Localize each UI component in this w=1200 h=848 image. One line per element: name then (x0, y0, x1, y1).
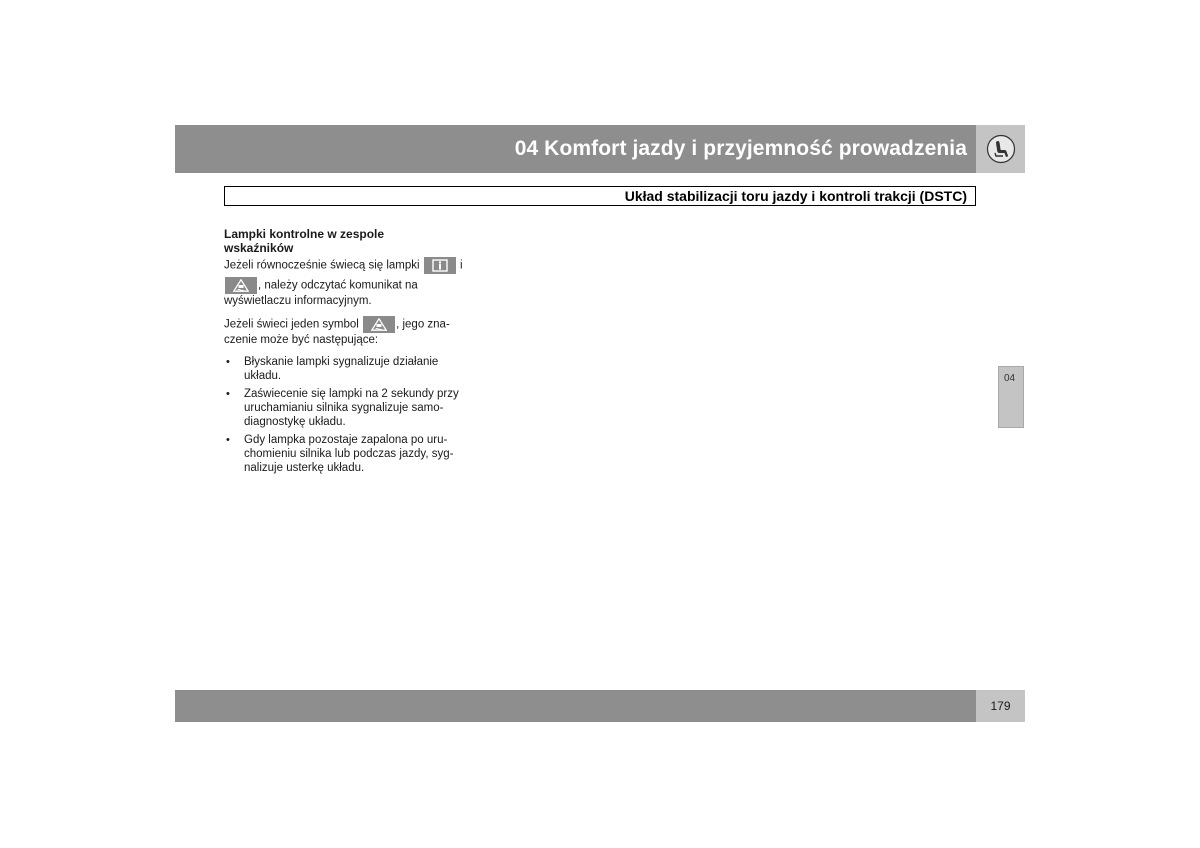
list-item-line: układu. (244, 370, 282, 382)
heading-line: wskaźników (224, 241, 294, 255)
paragraph-line (224, 316, 464, 333)
footer-bar (175, 690, 976, 722)
section-title: Układ stabilizacji toru jazdy i kontroli trakcji (DSTC) (624, 188, 967, 204)
skid-warning-icon (225, 277, 257, 294)
list-item-line: Gdy lampka pozostaje zapalona po uru- (244, 434, 448, 446)
paragraph-line: czenie może być następujące: (224, 334, 379, 346)
list-item-line: uruchamianiu silnika sygnalizuje samo- (244, 402, 444, 414)
paragraph-line (224, 277, 464, 294)
list-item-line: chomieniu silnika lub podczas jazdy, syg- (244, 448, 454, 460)
side-tab-label: 04 (1004, 373, 1016, 384)
info-indicator-icon (424, 257, 456, 274)
page-number-box (976, 690, 1025, 722)
list-item-line: Błyskanie lampki sygnalizuje działanie (244, 356, 439, 368)
chapter-side-tab (998, 366, 1024, 428)
chapter-icon-box (976, 125, 1025, 173)
bullet-list (224, 355, 464, 475)
paragraph-warning-lamps (224, 257, 464, 308)
paragraph-text: Jeżeli równocześnie świecą się lampki (224, 259, 420, 272)
bullet-marker: • (226, 388, 230, 400)
paragraph-text: , należy odczytać komunikat na (258, 279, 418, 292)
chapter-title: 04 Komfort jazdy i przyjemność prowadzenia (514, 137, 967, 160)
paragraph-text: i (460, 259, 463, 272)
chapter-header-bar (175, 125, 976, 173)
paragraph-text: Jeżeli świeci jeden symbol (224, 318, 359, 331)
paragraph-single-symbol (224, 316, 464, 347)
content-heading (224, 227, 464, 255)
seat-icon (986, 134, 1016, 164)
page-number: 179 (990, 699, 1011, 713)
list-item (224, 387, 464, 429)
list-item (224, 433, 464, 475)
list-item-line: Zaświecenie się lampki na 2 sekundy przy (244, 388, 459, 400)
content-column (224, 227, 464, 479)
paragraph-line: wyświetlaczu informacyjnym. (224, 295, 372, 307)
list-item (224, 355, 464, 383)
paragraph-text: , jego zna- (396, 318, 450, 331)
bullet-marker: • (226, 356, 230, 368)
skid-warning-icon (363, 316, 395, 333)
bullet-marker: • (226, 434, 230, 446)
list-item-line: nalizuje usterkę układu. (244, 462, 365, 474)
paragraph-line (224, 257, 464, 274)
heading-line: Lampki kontrolne w zespole (224, 227, 385, 241)
list-item-line: diagnostykę układu. (244, 416, 346, 428)
section-title-box (224, 186, 976, 206)
